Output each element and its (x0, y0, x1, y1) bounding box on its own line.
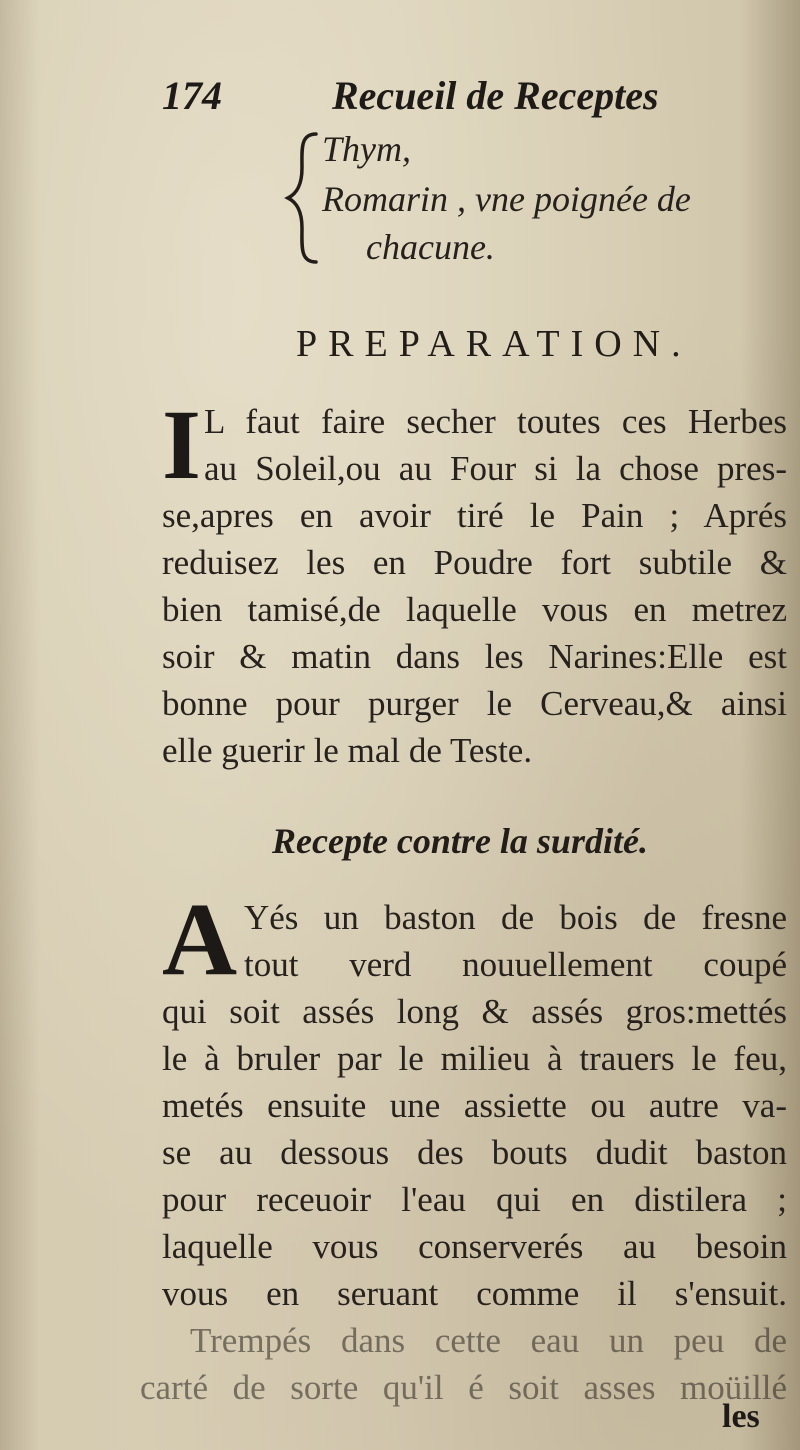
ingredient-quantity: chacune. (366, 227, 495, 267)
ingredient-list (282, 128, 782, 278)
text-line: se au dessous des bouts dudit baston (162, 1133, 787, 1172)
page-header (162, 72, 782, 132)
text-line: vous en seruant comme il s'ensuit. (162, 1274, 787, 1313)
text-line: au Soleil,ou au Four si la chose pres- (204, 449, 787, 488)
dropcap-i: I (162, 389, 201, 500)
text-line: se,apres en avoir tiré le Pain ; Aprés (162, 496, 787, 535)
ingredient-thym: Thym, (322, 129, 411, 169)
text-line: Yés un baston de bois de fresne (244, 898, 787, 937)
text-line: carté de sorte qu'il é soit asses moüillé (140, 1368, 787, 1407)
text-line: qui soit assés long & assés gros:mettés (162, 992, 787, 1031)
text-line: soir & matin dans les Narines:Elle est (162, 637, 787, 676)
text-line: le à bruler par le milieu à trauers le feu, (162, 1039, 787, 1078)
text-line: metés ensuite une assiette ou autre va- (162, 1086, 787, 1125)
preparation-heading: PREPARATION. (296, 323, 692, 365)
text-line: reduisez les en Poudre fort subtile & (162, 543, 787, 582)
page-number: 174 (162, 73, 222, 118)
text-line: laquelle vous conserverés au besoin (162, 1227, 787, 1266)
dropcap-a: A (162, 882, 238, 997)
text-line: tout verd nouuellement coupé (244, 945, 787, 984)
text-line: Trempés dans cette eau un peu de (190, 1321, 787, 1360)
text-line: bien tamisé,de laquelle vous en metrez (162, 590, 787, 629)
text-line: L faut faire secher toutes ces Herbes (204, 402, 787, 441)
text-line: pour receuoir l'eau qui en distilera ; (162, 1180, 787, 1219)
running-head: Recueil de Receptes (332, 73, 659, 118)
curly-brace-icon (282, 128, 322, 268)
catchword: les (722, 1398, 760, 1435)
text-line: elle guerir le mal de Teste. (162, 731, 533, 770)
recipe-heading: Recepte contre la surdité. (272, 821, 648, 861)
ingredient-romarin: Romarin , vne poignée de (322, 179, 691, 219)
text-line: bonne pour purger le Cerveau,& ainsi (162, 684, 787, 723)
